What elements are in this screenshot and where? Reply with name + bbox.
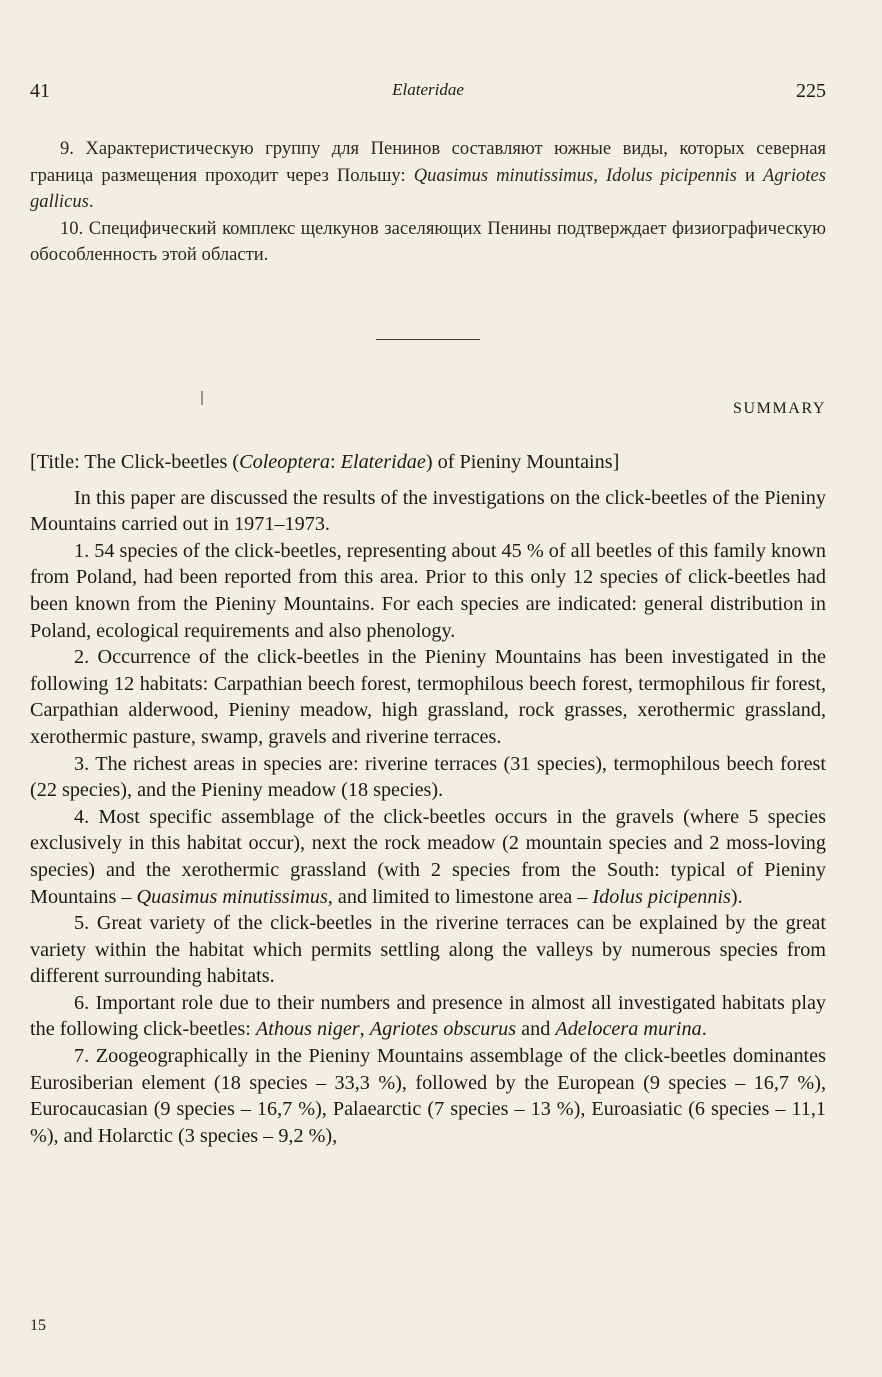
summary-heading: SUMMARY [732,400,826,417]
species-name: Athous niger [255,1018,360,1041]
russian-point-10: 10. Специфический комплекс щелкунов заселяющих Пенины подтверждает физиографическую обособленность этой области. [30,217,826,265]
species-name: Quasimus minutissimus [413,164,594,186]
title-text: [Title: The Click-beetles ( [30,451,240,473]
english-summary [30,449,826,1149]
section-divider [376,339,480,340]
species-name: Quasimus minutissimus [136,885,328,908]
russian-point-9-text: 9. Характеристическую группу для Пенинов составляют южные виды, которых северная граница размещения проходит через Польшу: [30,138,826,186]
title-text: : [329,451,341,473]
summary-point-6-text: 6. Important role due to their numbers and presence in almost all investigated habitats play the following click-beetles: [30,991,826,1041]
running-head [30,80,826,106]
summary-intro: In this paper are discussed the results of the investigations on the click-beetles of the Pieniny Mountains carried out in 1971–1973. [30,486,826,536]
end-punctuation: . [88,191,94,212]
end-punctuation: . [701,1018,707,1041]
page-number-top: 225 [796,80,826,102]
summary-point-4-text: 4. Most specific assemblage of the click-beetles occurs in the gravels (where 5 species exclusively in this habitat occur), next the rock meadow (2 mountain species and 2 moss-loving species) and the xerothermic grassland (with 2 species from the South: typical of Pieniny Mountains – [30,805,826,908]
volume-number: 41 [30,80,50,102]
conjunction-text: and [516,1018,556,1041]
end-punctuation: ). [730,885,743,908]
summary-point-7: 7. Zoogeographically in the Pieniny Mountains assemblage of the click-beetles dominantes Eurosiberian element (18 species – 33,3 %), followed by the European (9 species – 16,7 %), Eurocaucasian (9 species – 16,7 %), Palaearctic (7 species – 13 %), Euroasiatic (6 species – 11,1 %), and Holarctic (3 species – 9,2 %), [30,1045,826,1147]
separator-text: , [359,1018,370,1041]
summary-point-6 [30,990,826,1043]
species-name: Idolus picipennis [605,164,737,186]
summary-title [30,449,826,476]
russian-conclusions [30,136,826,269]
species-name: Agriotes gallicus [30,164,826,212]
summary-point-4 [30,804,826,910]
signature-mark: 15 [30,1317,46,1334]
summary-point-2: 2. Occurrence of the click-beetles in the Pieniny Mountains has been investigated in the following 12 habitats: Carpathian beech forest, termophilous beech forest, termophilous fir forest, Carpathian alderwood, Pieniny meadow, high grassland, rock grasses, xerothermic grassland, xerothermic pasture, swamp, gravels and riverine terraces. [30,646,826,748]
section-title: Elateridae [392,80,464,99]
species-name: Idolus picipennis [592,885,731,908]
family-name: Elateridae [340,451,426,473]
russian-point-9 [30,136,826,216]
scan-mark [201,391,203,405]
body-text: , and limited to limestone area – [327,885,593,908]
summary-point-3: 3. The richest areas in species are: riverine terraces (31 species), termophilous beech forest (22 species), and the Pieniny meadow (18 species). [30,752,826,802]
summary-point-1: 1. 54 species of the click-beetles, representing about 45 % of all beetles of this family known from Poland, had been reported from this area. Prior to this only 12 species of click-beetles had been known from the Pieniny Mountains. For each species are indicated: general distribution in Poland, ecological requirements and also phenology. [30,539,826,642]
summary-point-5: 5. Great variety of the click-beetles in the riverine terraces can be explained by the great variety within the habitat which permits settling along the valleys by numerous species from different surrounding habitats. [30,912,826,988]
separator-text: , [593,164,606,186]
conjunction-text: и [736,164,763,186]
species-name: Agriotes obscurus [369,1018,517,1041]
title-text: ) of Pieniny Mountains] [425,451,620,473]
species-name: Adelocera murina [555,1018,702,1041]
order-name: Coleoptera [239,451,330,473]
